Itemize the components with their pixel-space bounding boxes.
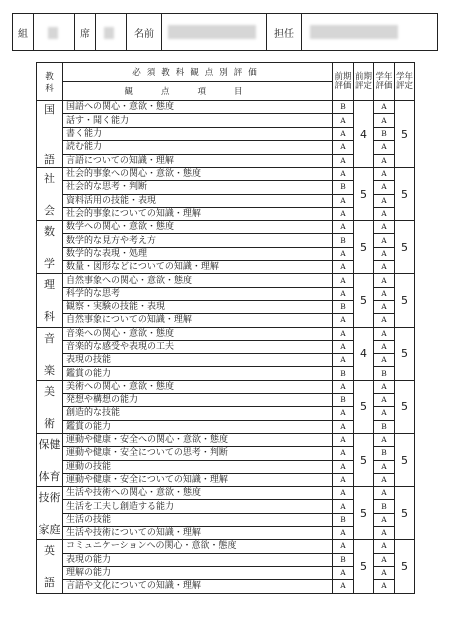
year-evaluation: A	[374, 234, 395, 247]
criterion-label: 言語や文化についての知識・理解	[63, 580, 333, 593]
first-term-evaluation: A	[333, 207, 354, 220]
criterion-label: 生活や技術への関心・意欲・態度	[63, 487, 333, 500]
criterion-label: 生活や技術についての知識・理解	[63, 527, 333, 540]
table-row	[37, 433, 415, 446]
year-evaluation: A	[374, 300, 395, 313]
first-term-evaluation: A	[333, 460, 354, 473]
subject-header-char-1: 教	[45, 71, 54, 82]
first-term-evaluation: A	[333, 540, 354, 553]
class-value-redacted	[34, 14, 75, 51]
year-evaluation: A	[374, 141, 395, 154]
year-evaluation: A	[374, 274, 395, 287]
subject-name: 保健 体育	[37, 433, 63, 486]
first-term-evaluation: A	[333, 327, 354, 340]
year-grade: 5	[395, 327, 415, 380]
first-term-evaluation: A	[333, 447, 354, 460]
criterion-label: 自然事象についての知識・理解	[63, 314, 333, 327]
first-term-grade: 5	[354, 274, 374, 327]
first-term-grade: 5	[354, 380, 374, 433]
criterion-label: 科学的な思考	[63, 287, 333, 300]
year-evaluation: A	[374, 580, 395, 593]
year-grade: 5	[395, 274, 415, 327]
year-evaluation: A	[374, 181, 395, 194]
table-row	[37, 540, 415, 553]
first-term-evaluation: A	[333, 194, 354, 207]
criterion-label: 社会的事象への関心・意欲・態度	[63, 168, 333, 181]
criterion-label: 鑑賞の能力	[63, 367, 333, 380]
first-term-grade: 5	[354, 540, 374, 593]
year-evaluation: B	[374, 127, 395, 140]
teacher-label: 担任	[267, 14, 302, 51]
first-term-evaluation: A	[333, 566, 354, 579]
seat-label: 席	[75, 14, 96, 51]
items-column-header: 観点項目	[63, 82, 333, 101]
criterion-label: コミュニケーションへの関心・意欲・態度	[63, 540, 333, 553]
criterion-label: 理解の能力	[63, 566, 333, 579]
criterion-label: 言語についての知識・理解	[63, 154, 333, 167]
year-evaluation: A	[374, 513, 395, 526]
table-row	[37, 380, 415, 393]
year-evaluation: A	[374, 194, 395, 207]
year-grade: 5	[395, 433, 415, 486]
year-evaluation: A	[374, 168, 395, 181]
criterion-label: 運動や健康・安全への関心・意欲・態度	[63, 433, 333, 446]
subject-name: 英 語	[37, 540, 63, 593]
criterion-label: 生活の技能	[63, 513, 333, 526]
year-evaluation: A	[374, 553, 395, 566]
first-term-evaluation: A	[333, 274, 354, 287]
first-term-evaluation: A	[333, 141, 354, 154]
criterion-label: 社会的事象についての知識・理解	[63, 207, 333, 220]
year-evaluation: B	[374, 420, 395, 433]
first-term-evaluation: A	[333, 473, 354, 486]
first-term-evaluation: A	[333, 380, 354, 393]
student-info-header	[12, 13, 438, 51]
year-evaluation: A	[374, 261, 395, 274]
year-evaluation: A	[374, 354, 395, 367]
year-evaluation: A	[374, 394, 395, 407]
subject-name: 国 語	[37, 101, 63, 168]
subject-name: 技術 家庭	[37, 487, 63, 540]
criterion-label: 話す・聞く能力	[63, 114, 333, 127]
year-evaluation: A	[374, 473, 395, 486]
year-evaluation: A	[374, 460, 395, 473]
year-grade: 5	[395, 487, 415, 540]
criterion-label: 音楽的な感受や表現の工夫	[63, 340, 333, 353]
teacher-value-redacted	[302, 14, 438, 51]
year-evaluation: A	[374, 340, 395, 353]
subject-name: 理 科	[37, 274, 63, 327]
table-row	[37, 327, 415, 340]
year-evaluation: A	[374, 540, 395, 553]
first-eval-header: 前期 評価	[333, 63, 354, 101]
table-row	[37, 274, 415, 287]
criterion-label: 運動や健康・安全についての思考・判断	[63, 447, 333, 460]
first-term-evaluation: B	[333, 394, 354, 407]
criterion-label: 美術への関心・意欲・態度	[63, 380, 333, 393]
first-term-evaluation: A	[333, 420, 354, 433]
criterion-label: 書く能力	[63, 127, 333, 140]
year-grade: 5	[395, 540, 415, 593]
first-grade-header: 前期 評定	[354, 63, 374, 101]
first-term-evaluation: A	[333, 314, 354, 327]
table-row	[37, 487, 415, 500]
year-evaluation: A	[374, 527, 395, 540]
year-evaluation: A	[374, 314, 395, 327]
year-evaluation: A	[374, 221, 395, 234]
year-evaluation: B	[374, 367, 395, 380]
first-term-grade: 4	[354, 101, 374, 168]
first-term-evaluation: A	[333, 127, 354, 140]
criterion-label: 数学への関心・意欲・態度	[63, 221, 333, 234]
first-term-evaluation: A	[333, 340, 354, 353]
year-evaluation: A	[374, 487, 395, 500]
subject-column-header	[37, 63, 63, 101]
first-term-evaluation: A	[333, 247, 354, 260]
first-term-evaluation: A	[333, 487, 354, 500]
first-term-evaluation: A	[333, 168, 354, 181]
criterion-label: 表現の能力	[63, 553, 333, 566]
first-term-evaluation: B	[333, 300, 354, 313]
criterion-label: 音楽への関心・意欲・態度	[63, 327, 333, 340]
criterion-label: 創造的な技能	[63, 407, 333, 420]
subject-name: 社 会	[37, 168, 63, 221]
criterion-label: 自然事象への関心・意欲・態度	[63, 274, 333, 287]
year-evaluation: A	[374, 207, 395, 220]
first-term-evaluation: A	[333, 527, 354, 540]
first-term-grade: 5	[354, 487, 374, 540]
year-evaluation: B	[374, 447, 395, 460]
criterion-label: 鑑賞の能力	[63, 420, 333, 433]
first-term-evaluation: B	[333, 101, 354, 114]
criterion-label: 生活を工夫し創造する能力	[63, 500, 333, 513]
first-term-grade: 5	[354, 221, 374, 274]
year-evaluation: A	[374, 154, 395, 167]
name-label: 名前	[127, 14, 162, 51]
year-grade: 5	[395, 380, 415, 433]
evaluation-table	[36, 62, 415, 594]
criterion-label: 表現の技能	[63, 354, 333, 367]
table-title: 必須教科観点別評価	[63, 63, 333, 82]
year-grade: 5	[395, 101, 415, 168]
first-term-evaluation: A	[333, 580, 354, 593]
criterion-label: 運動の技能	[63, 460, 333, 473]
first-term-evaluation: B	[333, 513, 354, 526]
year-evaluation: A	[374, 433, 395, 446]
table-row	[37, 101, 415, 114]
criterion-label: 読む能力	[63, 141, 333, 154]
year-grade: 5	[395, 221, 415, 274]
year-evaluation: A	[374, 380, 395, 393]
criterion-label: 数学的な見方や考え方	[63, 234, 333, 247]
seat-value-redacted	[96, 14, 127, 51]
year-evaluation: A	[374, 247, 395, 260]
first-term-evaluation: A	[333, 287, 354, 300]
first-term-grade: 5	[354, 433, 374, 486]
criterion-label: 国語への関心・意欲・態度	[63, 101, 333, 114]
name-value-redacted	[162, 14, 267, 51]
first-term-evaluation: A	[333, 407, 354, 420]
criterion-label: 運動や健康・安全についての知識・理解	[63, 473, 333, 486]
criterion-label: 数量・図形などについての知識・理解	[63, 261, 333, 274]
year-evaluation: B	[374, 500, 395, 513]
criterion-label: 発想や構想の能力	[63, 394, 333, 407]
first-term-evaluation: B	[333, 553, 354, 566]
year-evaluation: A	[374, 287, 395, 300]
table-row	[37, 221, 415, 234]
subject-name: 数 学	[37, 221, 63, 274]
subject-name: 音 楽	[37, 327, 63, 380]
criterion-label: 数学的な表現・処理	[63, 247, 333, 260]
year-evaluation: A	[374, 327, 395, 340]
class-label: 組	[13, 14, 34, 51]
first-term-evaluation: A	[333, 154, 354, 167]
first-term-evaluation: A	[333, 114, 354, 127]
first-term-evaluation: A	[333, 354, 354, 367]
year-evaluation: A	[374, 101, 395, 114]
year-grade: 5	[395, 168, 415, 221]
first-term-grade: 4	[354, 327, 374, 380]
first-term-evaluation: B	[333, 234, 354, 247]
criterion-label: 観察・実験の技能・表現	[63, 300, 333, 313]
first-term-evaluation: B	[333, 367, 354, 380]
first-term-evaluation: A	[333, 221, 354, 234]
subject-header-char-2: 科	[45, 83, 54, 94]
year-grade-header: 学年 評定	[395, 63, 415, 101]
year-evaluation: A	[374, 114, 395, 127]
table-row	[37, 168, 415, 181]
first-term-evaluation: A	[333, 433, 354, 446]
first-term-evaluation: B	[333, 181, 354, 194]
year-eval-header: 学年 評価	[374, 63, 395, 101]
first-term-grade: 5	[354, 168, 374, 221]
subject-name: 美 術	[37, 380, 63, 433]
criterion-label: 資料活用の技能・表現	[63, 194, 333, 207]
criterion-label: 社会的な思考・判断	[63, 181, 333, 194]
evaluation-rows	[37, 101, 415, 594]
year-evaluation: A	[374, 566, 395, 579]
first-term-evaluation: A	[333, 500, 354, 513]
year-evaluation: A	[374, 407, 395, 420]
first-term-evaluation: A	[333, 261, 354, 274]
